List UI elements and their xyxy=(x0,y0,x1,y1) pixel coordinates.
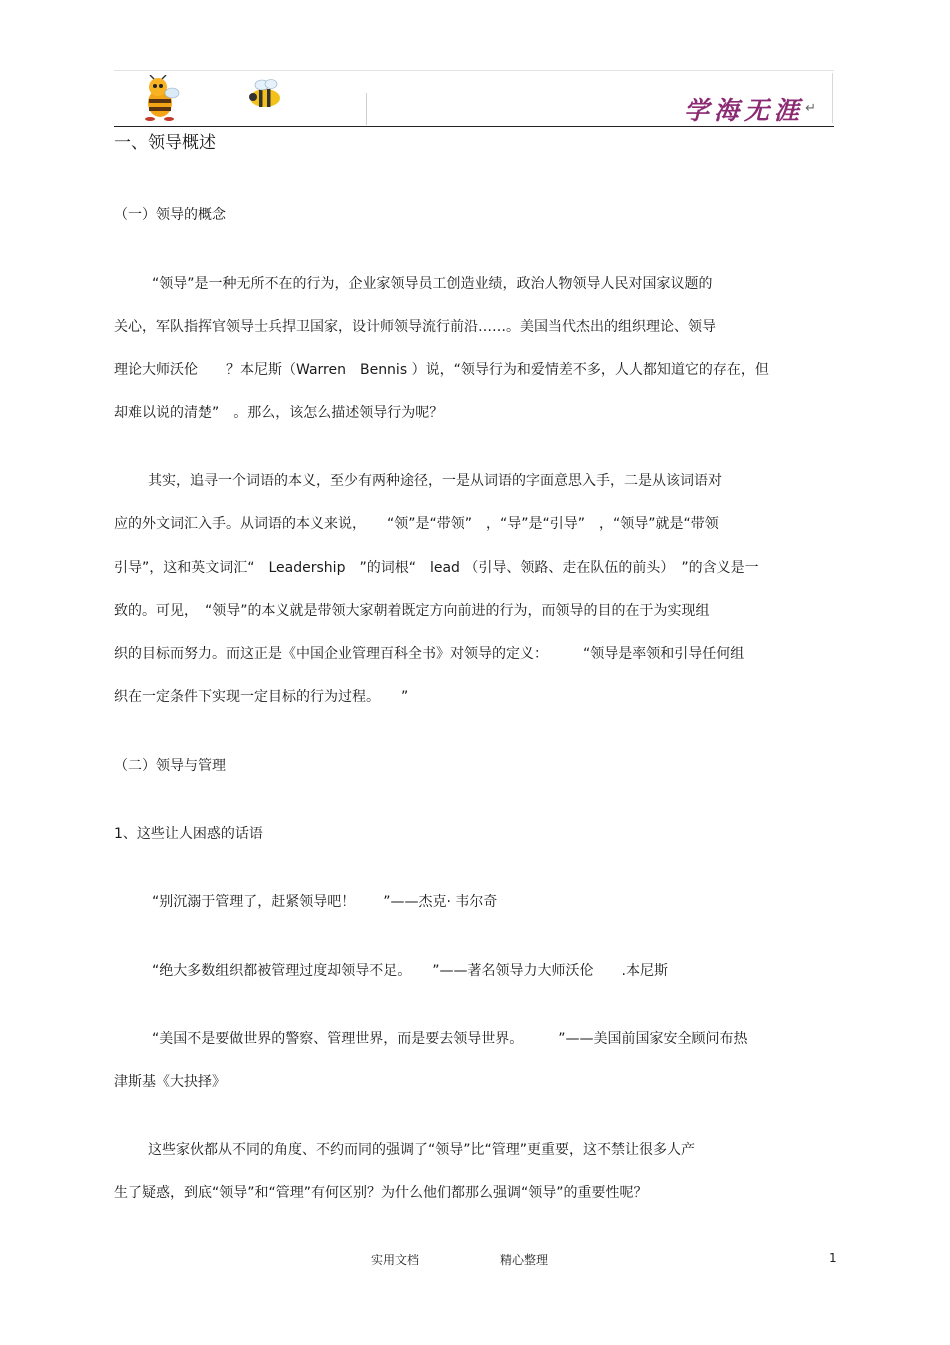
paragraph-line: 织在一定条件下实现一定目标的行为过程。 ” xyxy=(114,689,409,705)
paragraph-line: “领导”是一种无所不在的行为，企业家领导员工创造业绩，政治人物领导人民对国家议题的 xyxy=(152,276,713,292)
section-title: 一、领导概述 xyxy=(114,133,216,153)
quote-line: “美国不是要做世界的警察、管理世界，而是要去领导世界。 ”——美国前国家安全顾问布热 xyxy=(152,1031,748,1047)
subheading-concept: （一）领导的概念 xyxy=(114,207,226,223)
paragraph-line: 关心，军队指挥官领导士兵捍卫国家，设计师领导流行前沿……。美国当代杰出的组织理论、领导 xyxy=(114,319,716,335)
page-header xyxy=(114,70,834,127)
paragraph-line: 织的目标而努力。而这正是《中国企业管理百科全书》对领导的定义： “领导是率领和引导任何组 xyxy=(114,646,745,662)
paragraph-line: 致的。可见， “领导”的本义就是带领大家朝着既定方向前进的行为，而领导的目的在于为实现组 xyxy=(114,603,710,619)
page-number: 1 xyxy=(829,1251,837,1265)
footer-middle-text: 精心整理 xyxy=(500,1253,549,1267)
paragraph-line: 却难以说的清楚” 。那么，该怎么描述领导行为呢？ xyxy=(114,405,444,421)
bee-mascot-icon xyxy=(138,75,182,121)
list-item-heading: 1、这些让人困惑的话语 xyxy=(114,826,263,842)
footer-left-text: 实用文档 xyxy=(371,1253,420,1267)
header-divider xyxy=(366,93,367,125)
subheading-leadership-management: （二）领导与管理 xyxy=(114,758,226,774)
paragraph-line: 生了疑惑，到底“领导”和“管理”有何区别？为什么他们都那么强调“领导”的重要性呢？ xyxy=(114,1185,648,1201)
header-motto: 学海无涯 xyxy=(683,96,804,125)
quote-line: “别沉溺于管理了，赶紧领导吧！ ”——杰克· 韦尔奇 xyxy=(152,894,498,910)
paragraph-line: 引导”，这和英文词汇“ Leadership ”的词根“ lead （引导、领路、走在队伍的前头） ”的含义是一 xyxy=(114,560,759,576)
paragraph-line: 应的外文词汇入手。从词语的本义来说， “领”是“带领” ，“导”是“引导” ，“领导”就是“带领 xyxy=(114,516,719,532)
quote-line: 津斯基《大抉择》 xyxy=(114,1074,226,1090)
return-mark: ↵ xyxy=(805,101,816,116)
header-divider-right xyxy=(832,73,833,123)
paragraph-line: 其实，追寻一个词语的本义，至少有两种途径，一是从词语的字面意思入手，二是从该词语对 xyxy=(148,473,722,489)
paragraph-line: 这些家伙都从不同的角度、不约而同的强调了“领导”比“管理”更重要，这不禁让很多人产 xyxy=(148,1142,696,1158)
quote-line: “绝大多数组织都被管理过度却领导不足。 ”——著名领导力大师沃伦 .本尼斯 xyxy=(152,963,668,979)
flying-bee-icon xyxy=(246,77,284,111)
paragraph-line: 理论大师沃伦 ？本尼斯（Warren Bennis ）说，“领导行为和爱情差不多，人人都知道它的存在，但 xyxy=(114,362,769,378)
